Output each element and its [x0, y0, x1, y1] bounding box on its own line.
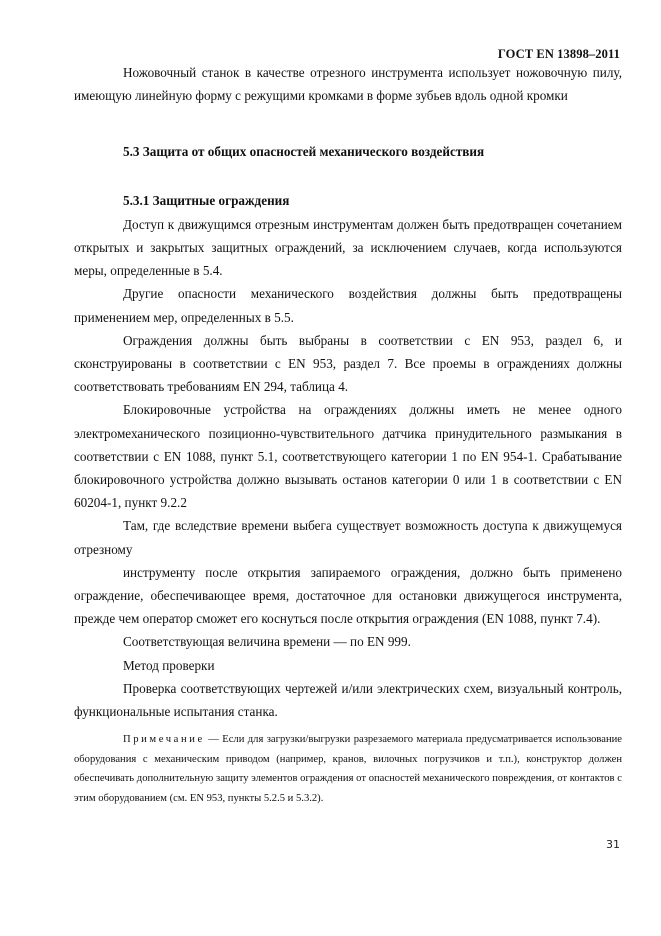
page-number: 31: [606, 838, 620, 851]
paragraph-access: Доступ к движущимся отрезным инструментам должен быть предотвращен сочетанием открытых и закрытых защитных ограждений, за исключением случаев, когда используются меры, определенные в 5.4.: [74, 216, 622, 279]
paragraph-rundown-time: Там, где вследствие времени выбега существует возможность доступа к движущемуся отрезному: [74, 518, 622, 557]
note-label: Примечание: [123, 734, 205, 746]
paragraph-verification-title: Метод проверки: [123, 657, 215, 673]
document-header: ГОСТ EN 13898–2011: [497, 47, 620, 61]
paragraph-time-value: Соответствующая величина времени — по EN 999.: [123, 634, 411, 650]
paragraph-other-hazards: Другие опасности механического воздействия должны быть предотвращены применением мер, определенных в 5.5.: [74, 286, 622, 325]
note-paragraph: [74, 730, 622, 808]
subsection-heading: 5.3.1 Защитные ограждения: [123, 192, 290, 208]
intro-paragraph: Ножовочный станок в качестве отрезного инструмента использует ножовочную пилу, имеющую линейную форму с режущими кромками в форме зубьев вдоль одной кромки: [74, 65, 622, 104]
paragraph-guards-selection: Ограждения должны быть выбраны в соответствии с EN 953, раздел 6, и сконструированы в соответствии с EN 953, раздел 7. Все проемы в ограждениях должны соответствовать требованиям EN 294, таблица 4.: [74, 332, 622, 395]
paragraph-verification-method: Проверка соответствующих чертежей и/или электрических схем, визуальный контроль, функциональные испытания станка.: [74, 680, 622, 720]
paragraph-tool-access: инструменту после открытия запираемого ограждения, должно быть применено ограждение, обеспечивающее время, достаточное для остановки движущегося инструмента, прежде чем оператор сможет его коснуться после открытия ограждения (EN 1088, пункт 7.4).: [74, 564, 622, 627]
note-text: — Если для загрузки/выгрузки разрезаемого материала предусматривается использование оборудования с механическим приводом (например, кранов, вилочных погрузчиков и т.п.), конструктор должен обеспечивать дополнительную защиту элементов ограждения от опасностей механического повреждения, от контактов с этим оборудованием (см. EN 953, пункты 5.2.5 и 5.3.2).: [74, 734, 622, 805]
document-body: [74, 61, 622, 809]
paragraph-interlocking: Блокировочные устройства на ограждениях должны иметь не менее одного электромеханического позиционно-чувствительного датчика принудительного размыкания в соответствии с EN 1088, пункт 5.1, соответствующего категории 1 по EN 954-1. Срабатывание блокировочного устройства должно вызывать останов категории 0 или 1 в соответствии с EN 60204-1, пункт 9.2.2: [74, 402, 622, 511]
section-heading: 5.3 Защита от общих опасностей механического воздействия: [123, 144, 485, 160]
